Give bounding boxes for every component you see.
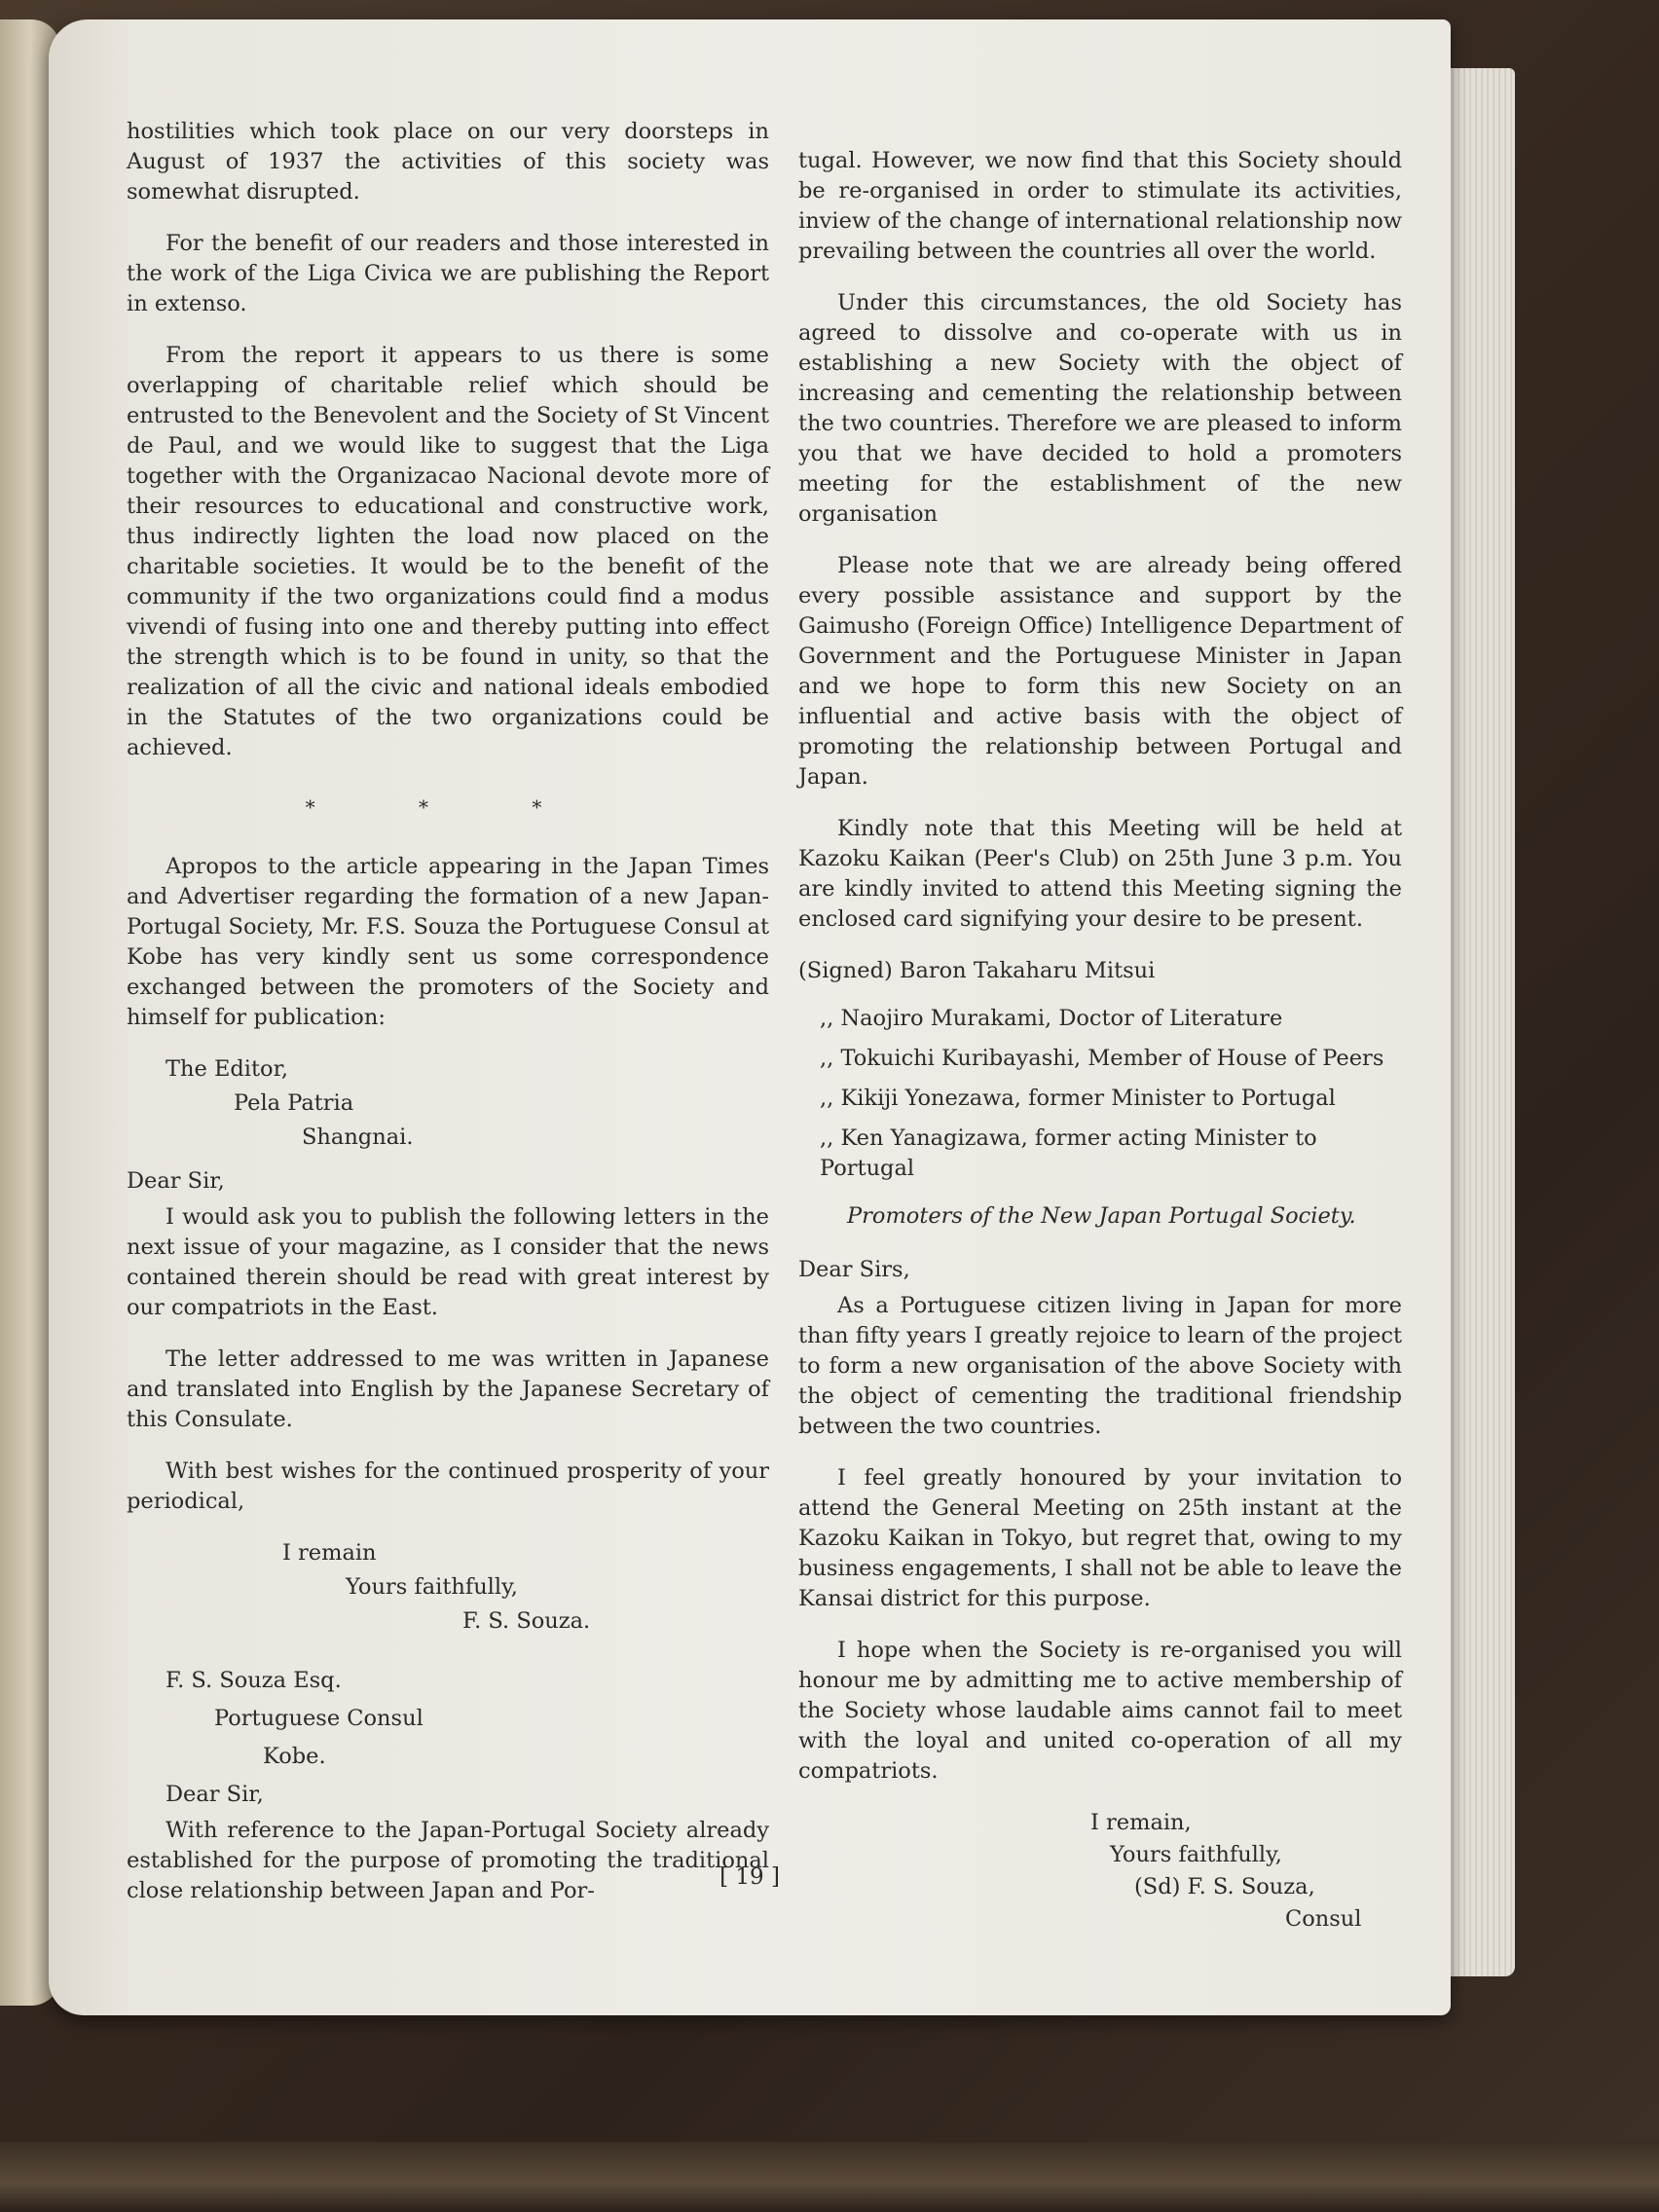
- paragraph: With reference to the Japan-Portugal Society already established for the purpose of promoting the traditional close relationship between Japan and Por-: [127, 1818, 769, 1903]
- paragraph: Please note that we are already being offered every possible assistance and support by the Gaimusho (Foreign Office) Intelligence Department of Government and the Portuguese Minister in Japan and we hope to form this new Society on an influential and active basis with the object of promoting the relationship between Portugal and Japan.: [798, 553, 1402, 790]
- paragraph: Kindly note that this Meeting will be held at Kazoku Kaikan (Peer's Club) on 25th June 3 p.m. You are kindly invited to attend this Meeting signing the enclosed card signifying your desire to be present.: [798, 816, 1402, 932]
- salutation: Dear Sirs,: [798, 1257, 910, 1282]
- address-line: The Editor,: [166, 1056, 289, 1082]
- left-column: [127, 117, 769, 1928]
- signature-name: F. S. Souza.: [462, 1608, 591, 1634]
- closing-line: I remain,: [1090, 1810, 1192, 1835]
- paragraph: tugal. However, we now find that this Society should be re-organised in order to stimulate its activities, inview of the change of international relationship now prevailing between the countries all over the world.: [798, 148, 1402, 264]
- signatory-line: ,, Kikiji Yonezawa, former Minister to Portugal: [820, 1086, 1336, 1111]
- section-divider: * * *: [305, 795, 591, 819]
- salutation: Dear Sir,: [166, 1782, 264, 1807]
- paragraph: With best wishes for the continued prosperity of your periodical,: [127, 1458, 769, 1514]
- right-column: [798, 146, 1402, 1936]
- paragraph: Apropos to the article appearing in the Japan Times and Advertiser regarding the formation of a new Japan-Portugal Society, Mr. F.S. Souza the Portuguese Consul at Kobe has very kindly sent us some correspondence exchanged between the promoters of the Society and himself for publication:: [127, 854, 769, 1030]
- paragraph: I hope when the Society is re-organised you will honour me by admitting me to active membership of the Society whose laudable aims cannot fail to meet with the loyal and united co-operation of all my compatriots.: [798, 1638, 1402, 1784]
- signature-title: Consul: [1285, 1906, 1362, 1932]
- desk-edge: [0, 2142, 1659, 2212]
- closing-line: Yours faithfully,: [346, 1574, 518, 1600]
- address-line: Shangnai.: [302, 1124, 414, 1150]
- paragraph: I would ask you to publish the following letters in the next issue of your magazine, as I consider that the news contained therein should be read with great interest by our compatriots in the East.: [127, 1204, 769, 1320]
- page-number: [ 19 ]: [719, 1864, 780, 1890]
- magazine-page: [49, 19, 1451, 2015]
- closing-line: I remain: [282, 1540, 377, 1566]
- signatory-line: ,, Tokuichi Kuribayashi, Member of House of Peers: [820, 1046, 1384, 1071]
- recipient-line: Kobe.: [263, 1744, 326, 1769]
- paragraph: hostilities which took place on our very doorsteps in August of 1937 the activities of this society was somewhat disrupted.: [127, 119, 769, 204]
- signatory-line: ,, Naojiro Murakami, Doctor of Literature: [820, 1006, 1283, 1031]
- paragraph: Under this circumstances, the old Society has agreed to dissolve and co-operate with us in establishing a new Society with the object of increasing and cementing the relationship between the two countries. Therefore we are pleased to inform you that we have decided to hold a promoters meeting for the establishment of the new organisation: [798, 290, 1402, 527]
- closing-line: Yours faithfully,: [1110, 1842, 1282, 1867]
- paragraph: As a Portuguese citizen living in Japan for more than fifty years I greatly rejoice to learn of the project to form a new organisation of the above Society with the object of cementing the traditional friendship between the two countries.: [798, 1293, 1402, 1439]
- address-line: Pela Patria: [234, 1090, 354, 1116]
- recipient-line: F. S. Souza Esq.: [166, 1668, 342, 1693]
- salutation: Dear Sir,: [127, 1168, 225, 1194]
- paragraph: The letter addressed to me was written in Japanese and translated into English by the Japanese Secretary of this Consulate.: [127, 1346, 769, 1432]
- promoters-caption: Promoters of the New Japan Portugal Society.: [847, 1203, 1356, 1229]
- paragraph: For the benefit of our readers and those interested in the work of the Liga Civica we are publishing the Report in extenso.: [127, 231, 769, 316]
- signatory-line: ,, Ken Yanagizawa, former acting Minister to Portugal: [820, 1125, 1317, 1181]
- recipient-line: Portuguese Consul: [214, 1706, 424, 1731]
- signatory-line: (Signed) Baron Takaharu Mitsui: [798, 958, 1156, 983]
- paragraph: I feel greatly honoured by your invitation to attend the General Meeting on 25th instant at the Kazoku Kaikan in Tokyo, but regret that, owing to my business engagements, I shall not be able to leave the Kansai district for this purpose.: [798, 1465, 1402, 1611]
- signature-name: (Sd) F. S. Souza,: [1134, 1874, 1315, 1899]
- paragraph: From the report it appears to us there is some overlapping of charitable relief which should be entrusted to the Benevolent and the Society of St Vincent de Paul, and we would like to suggest that the Liga together with the Organizacao Nacional devote more of their resources to educational and constructive work, thus indirectly lighten the load now placed on the charitable societies. It would be to the benefit of the community if the two organizations could find a modus vivendi of fusing into one and thereby putting into effect the strength which is to be found in unity, so that the realization of all the civic and national ideals embodied in the Statutes of the two organizations could be achieved.: [127, 343, 769, 760]
